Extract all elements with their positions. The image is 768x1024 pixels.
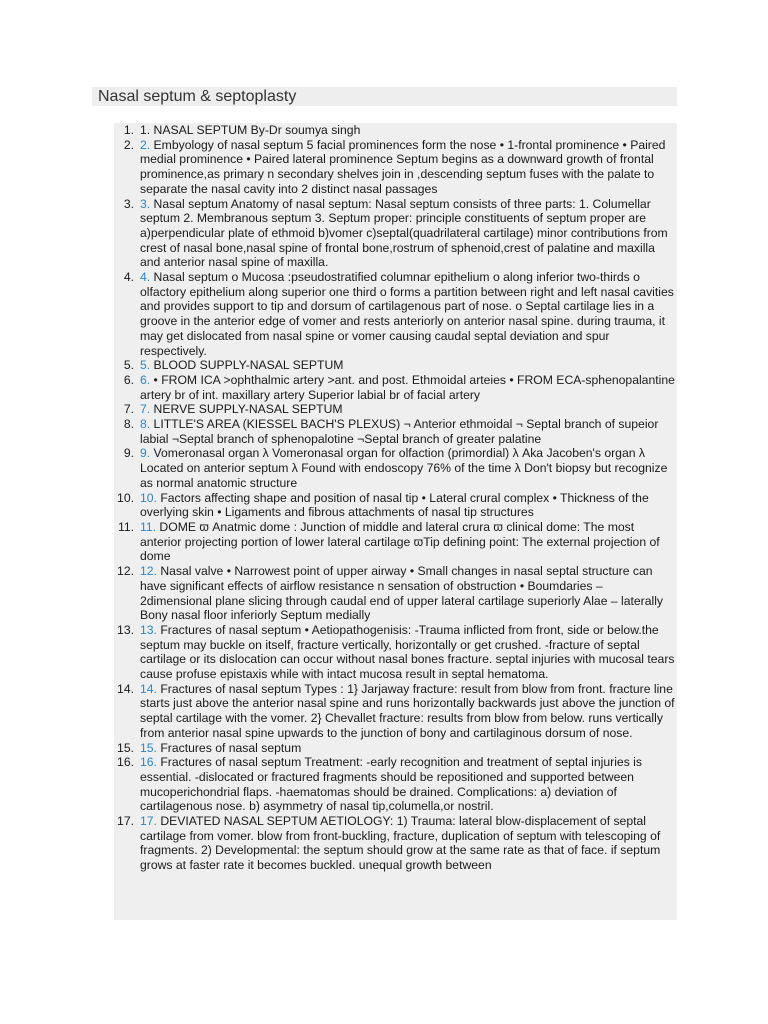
slide-link[interactable]: 16. [140, 755, 157, 770]
list-item [114, 402, 677, 417]
list-item-number: 1. [123, 123, 134, 137]
list-item-number: 13. [117, 622, 134, 637]
list-item-text: Vomeronasal organ λ Vomeronasal organ for olfaction (primordial) λ Aka Jacoben's organ λ Located on anterior septum λ Found with endoscopy 76% of the time λ Don't biopsy but recognize as normal anatomic structure [140, 446, 668, 490]
list-item-number: 17. [117, 814, 134, 829]
list-item-text: • FROM ICA >ophthalmic artery >ant. and post. Ethmoidal arteies • FROM ECA-sphenopalantine artery br of int. maxillary artery Superior labial br of facial artery [140, 372, 675, 402]
list-item-text: Fractures of nasal septum Types : 1} Jarjaway fracture: result from blow from front. fracture line starts just above the anterior nasal spine and runs horizontally backwards just above the junction of septal cartilage with the vomer. 2} Chevallet fracture: results from blow from below. runs vertically from anterior nasal spine upwards to the junction of bony and cartilaginous dorsum of nose. [140, 681, 675, 740]
list-item [114, 491, 677, 520]
list-item-number: 8. [123, 417, 134, 432]
list-item-number: 15. [117, 740, 134, 755]
list-item-number: 14. [117, 681, 134, 696]
list-item-number: 2. [123, 137, 134, 152]
list-item-text: BLOOD SUPPLY-NASAL SEPTUM [150, 358, 344, 373]
list-item [114, 755, 677, 814]
list-item [114, 197, 677, 271]
list-item-number: 9. [123, 446, 134, 461]
list-item [114, 123, 677, 138]
slide-link[interactable]: 9. [140, 446, 151, 461]
title-bar [92, 87, 677, 106]
slide-link[interactable]: 11. [140, 519, 157, 534]
list-item [114, 814, 677, 873]
list-item-number: 4. [123, 270, 134, 285]
slide-link[interactable]: 5. [140, 358, 151, 373]
list-item [114, 520, 677, 564]
list-item-text: Factors affecting shape and position of nasal tip • Lateral crural complex • Thickness of the overlying skin • Ligaments and fibrous attachments of nasal tip structures [140, 490, 649, 520]
content-box [114, 123, 677, 920]
list-item-number: 5. [123, 358, 134, 373]
slide-link[interactable]: 4. [140, 270, 151, 285]
list-item-number: 11. [117, 519, 134, 534]
list-item-text: Fractures of nasal septum Treatment: -early recognition and treatment of septal injuries is essential. -dislocated or fractured fragments should be repositioned and supported between mucoperichondrial flaps. -haematomas should be drained. Complications: a) deviation of cartilagenous nose. b) asymmetry of nasal tip,columella,or nostril. [140, 755, 642, 814]
list-item-text: Nasal septum o Mucosa :pseudostratified columnar epithelium o along inferior two-thirds o olfactory epithelium along superior one third o forms a partition between right and left nasal cavities and provides support to tip and dorsum of cartilagenous part of nose. o Septal cartilage lies in a groove in the anterior edge of vomer and rests anteriorly on anterior nasal spine. during trauma, it may get dislocated from nasal spine or vomer causing caudal septal deviation and spur respectively. [140, 270, 674, 358]
list-item-text: Embyology of nasal septum 5 facial prominences form the nose • 1-frontal prominence • Paired medial prominence • Paired lateral prominence Septum begins as a downward growth of frontal prominence,as primary n secondary shelves join in ,descending septum fuses with the palate to separate the nasal cavity into 2 distinct nasal passages [140, 137, 666, 196]
list-item-text: Fractures of nasal septum • Aetiopathogenisis: -Trauma inflicted from front, side or below.the septum may buckle on itself, fracture vertically, horizontally or get crushed. -fracture of septal cartilage or its dislocation can occur without nasal bones fracture. septal injuries with mucosal tears cause profuse epistaxis while with intact mucosa result in septal hematoma. [140, 622, 675, 682]
item-list [114, 123, 677, 873]
list-item-number: 3. [123, 196, 134, 211]
list-item [114, 358, 677, 373]
list-item-text: DEVIATED NASAL SEPTUM AETIOLOGY: 1) Trauma: lateral blow-displacement of septal cartilage from vomer. blow from front-buckling, fracture, duplication of septum with telescoping of fragments. 2) Developmental: the septum should grow at the same rate as that of face. if septum grows at faster rate it becomes buckled. unequal growth between [140, 814, 661, 873]
list-item-number: 16. [117, 755, 134, 770]
list-item-text: Nasal septum Anatomy of nasal septum: Nasal septum consists of three parts: 1. Columellar septum 2. Membranous septum 3. Septum proper: principle constituents of septum proper are a)perpendicular plate of ethmoid b)vomer c)septal(quadrilateral cartilage) minor contributions from crest of nasal bone,nasal spine of frontal bone,rostrum of sphenoid,crest of palatine and maxilla and anterior nasal spine of maxilla. [140, 196, 668, 270]
list-item-text: 1. NASAL SEPTUM By-Dr soumya singh [140, 123, 361, 137]
list-item-text: DOME ϖ Anatmic dome : Junction of middle and lateral crura ϖ clinical dome: The most anterior projecting portion of lower lateral cartilage ϖTip defining point: The external projection of dome [140, 519, 660, 564]
list-item [114, 270, 677, 358]
list-item [114, 623, 677, 682]
list-item-number: 12. [117, 564, 134, 579]
list-item [114, 741, 677, 756]
list-item [114, 446, 677, 490]
slide-link[interactable]: 7. [140, 402, 151, 417]
slide-link[interactable]: 6. [140, 372, 151, 387]
list-item [114, 417, 677, 446]
list-item-number: 7. [123, 402, 134, 417]
slide-link[interactable]: 10. [140, 490, 157, 505]
list-item-text: Fractures of nasal septum [156, 740, 302, 755]
list-item-number: 10. [117, 490, 134, 505]
list-item-text: Nasal valve • Narrowest point of upper airway • Small changes in nasal septal structure can have significant effects of airflow resistance n sensation of obstruction • Boumdaries – 2dimensional plane slicing through caudal end of upper lateral cartilage superiorly Alae – laterally Bony nasal floor inferiorly Septum medially [140, 564, 664, 623]
page-title: Nasal septum & septoplasty [98, 88, 297, 105]
slide-link[interactable]: 14. [140, 681, 157, 696]
slide-link[interactable]: 15. [140, 740, 157, 755]
list-item [114, 564, 677, 623]
slide-link[interactable]: 17. [140, 814, 157, 829]
list-item [114, 682, 677, 741]
list-item-text: LITTLE'S AREA (KIESSEL BACH'S PLEXUS) ¬ Anterior ethmoidal ¬ Septal branch of supeior labial ¬Septal branch of sphenopalotine ¬Septal branch of greater palatine [140, 417, 659, 446]
slide-link[interactable]: 13. [140, 622, 157, 637]
list-item-number: 6. [123, 372, 134, 387]
list-item [114, 138, 677, 197]
list-item-text: NERVE SUPPLY-NASAL SEPTUM [150, 402, 343, 417]
slide-link[interactable]: 2. [140, 137, 151, 152]
list-item [114, 373, 677, 402]
slide-link[interactable]: 3. [140, 196, 151, 211]
slide-link[interactable]: 12. [140, 564, 157, 579]
slide-link[interactable]: 8. [140, 417, 151, 432]
